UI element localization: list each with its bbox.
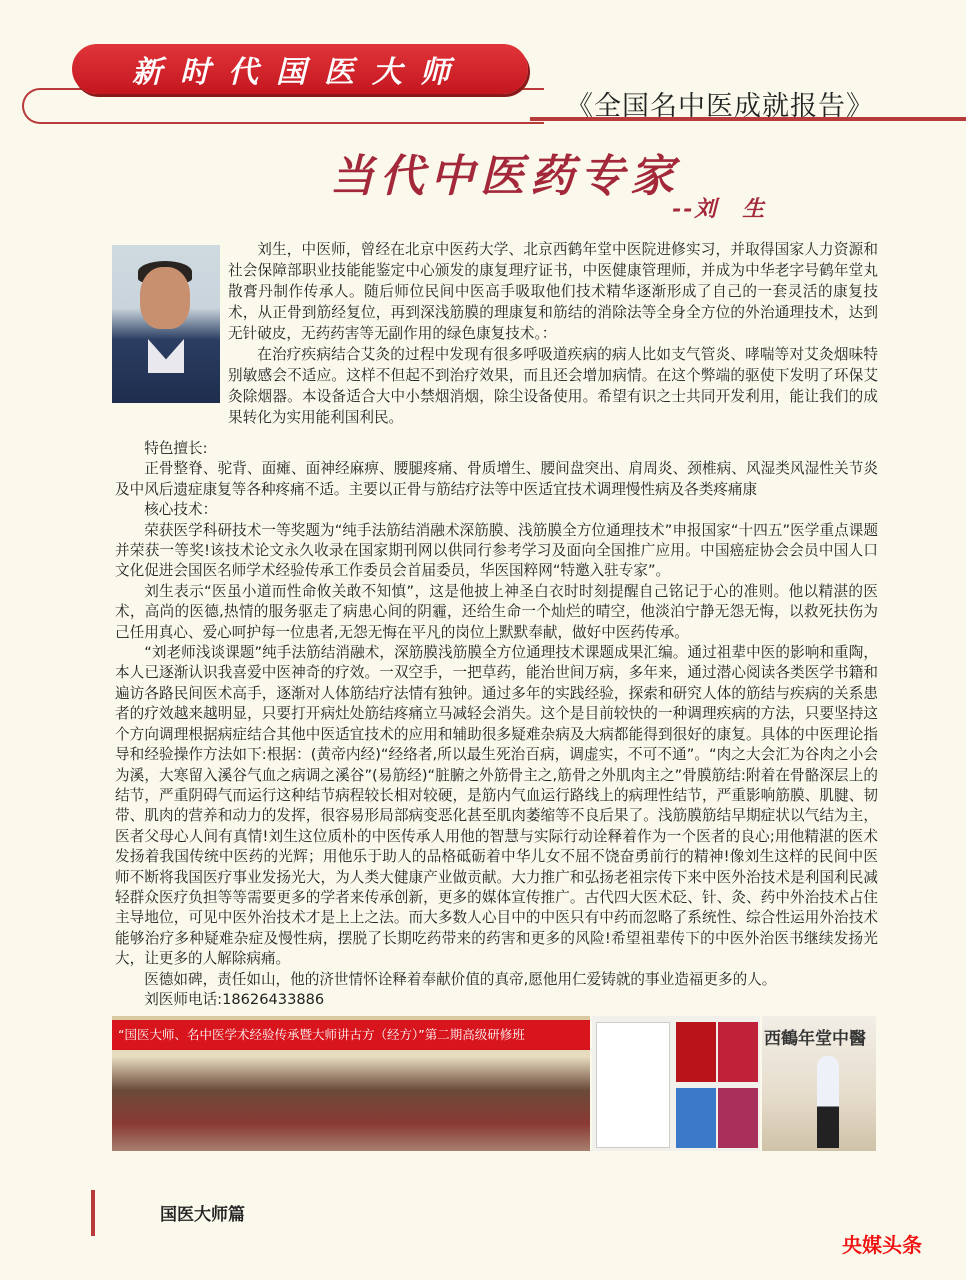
seminar-banner: “国医大师、名中医学术经验传承暨大师讲古方（经方）”第二期高级研修班 [112, 1020, 590, 1050]
patent-certificate [596, 1022, 670, 1148]
specialty-heading: 特色擅长: [144, 440, 208, 457]
phone-line: 刘医师电话:18626433886 [144, 990, 325, 1008]
body-and-photos [112, 439, 878, 1151]
intro-paragraph: 刘生，中医师，曾经在北京中医药大学、北京西鹤年堂中医院进修实习，并取得国家人力资源和社会保障部职业技能能鉴定中心颁发的康复理疗证书，中医健康管理师，并成为中华老字号鹤年堂丸散膏丹制作传承人。随后师位民间中医高手吸取他们技术精华逐渐形成了自己的一套灵活的康复技术，从正骨到筋经复位，再到深浅筋膜的理康复和筋结的消除法等全身全方位的外治通理技术，达到无针破皮，无药药害等无副作用的绿色康复技术。： [228, 241, 878, 342]
certificates-photo [592, 1016, 760, 1151]
section-banner [72, 44, 528, 94]
certificate-blue [676, 1088, 716, 1148]
footer-section-label: 国医大师篇 [160, 1205, 245, 1225]
topic-paragraph: “刘老师浅谈课题”纯手法筋结消融术，深筋膜浅筋膜全方位通理技术课题成果汇编。通过祖辈中医的影响和重陶，本人已逐渐认识我喜爱中医神奇的疗效。一双空手，一把草药，能治世间万病，多年来，通过潜心阅读各类医学书籍和遍访各路民间医术高手，逐渐对人体筋结疗法情有独钟。通过多年的实践经验，探索和研究人体的筋结与疾病的关系患者的疗效越来越明显，只要打开病灶处筋结疼痛立马减轻会消失。这个是目前较快的一种调理疾病的方法，只要坚持这个方向调理根据病症结合其他中医适宜技术的应用和辅助很多疑难杂病及大病都能得到很好的康复。具体的中医理论指导和经验操作方法如下:根据：(黄帝内经)“经络者,所以最生死治百病，调虚实，不可不通”。“肉之大会汇为谷肉之小会为溪，大寒留入溪谷气血之病调之溪谷”(易筋经)“脏腑之外筋骨主之,筋骨之外肌肉主之”骨膜筋结:附着在骨骼深层上的结节，严重阴碍气而运行这种结节病程较长相对较硬，是筋内气血运行路线上的病理性结节，严重影响筋膜、肌腱、韧带、肌肉的营养和动力的发挥，很容易形局部病变恶化甚至肌肉萎缩等不良后果了。浅筋膜筋结早期症状以气结为主，医者父母心人间有真情!刘生这位质朴的中医传承人用他的智慧与实际行动诠释着作为一个医者的良心;用他精湛的医术发扬着我国传统中医药的光辉；用他乐于助人的品格砥砺着中华儿女不屈不饶奋勇前行的精神!像刘生这样的民间中医师不断将我国医疗事业发扬光大，为人类大健康产业做贡献。大力推广和弘扬老祖宗传下来中医外治技术是利国利民减轻群众医疗负担等等需要更多的学者来传承创新，更多的媒体宣传推广。古代四大医术砭、针、灸、药中外治技术占住主导地位，可见中医外治技术才是上上之法。而大多数人心目中的中医只有中药而忽略了系统性、综合性运用外治技术能够治疗多种疑难杂症及慢性病，摆脱了长期吃药带来的药害和更多的风险!希望祖辈传下的中医外治医书继续发扬光大，让更多的人解除病痛。 [115, 644, 878, 968]
photo-strip [112, 1016, 876, 1151]
certificate-purple [718, 1088, 758, 1148]
certificate-red [676, 1022, 716, 1082]
watermark: 央媒头条 [842, 1233, 922, 1257]
section-banner-text: 新时代国医大师 [132, 55, 468, 90]
core-heading: 核心技术： [144, 501, 218, 519]
body-text [115, 439, 878, 1010]
intro-text [228, 239, 878, 428]
portrait-photo [112, 245, 220, 403]
footer-accent-bar [91, 1190, 95, 1236]
clinic-sign: 西鶴年堂中醫 [764, 1029, 866, 1050]
article-byline: --刘 生 [672, 196, 767, 222]
seminar-photo [112, 1016, 590, 1151]
motto-paragraph: 刘生表示“医虽小道而性命攸关敢不知慎”，这是他披上神圣白衣时时刻提醒自己铭记于心的准则。他以精湛的医术，高尚的医德,热情的服务驱走了病患心间的阴霾，还给生命一个灿烂的晴空，他淡泊宁静无怨无悔，以救死扶伤为己任用真心、爱心呵护每一位患者,无怨无悔在平凡的岗位上默默奉献，做好中医药传承。 [115, 582, 878, 641]
closing-paragraph: 医德如碑，责任如山，他的济世情怀诠释着奉献价值的真帝,愿他用仁爱铸就的事业造福更多的人。 [144, 970, 777, 988]
certificate-red [718, 1022, 758, 1082]
article-title: 当代中医药专家 [330, 151, 680, 202]
intro-paragraph: 在治疗疾病结合艾灸的过程中发现有很多呼吸道疾病的病人比如支气管炎、哮喘等对艾灸烟味特别敏感会不适应。这样不但起不到治疗效果，而且还会增加病情。在这个弊端的驱使下发明了环保艾灸除烟器。本设备适合大中小禁烟消烟，除尘设备使用。希望有识之士共同开发利用，能让我们的成果转化为实用能利国利民。 [228, 346, 878, 426]
person-figure [817, 1056, 839, 1148]
specialty-paragraph: 正骨整脊、驼背、面瘫、面神经麻痹、腰腿疼痛、骨质增生、腰间盘突出、肩周炎、颈椎病、风湿类风湿性关节炎及中风后遗症康复等各种疼痛不适。主要以正骨与筋结疗法等中医适宜技术调理慢性病及各类疼痛康 [115, 460, 878, 498]
publication-subtitle: 《全国名中医成就报告》 [566, 91, 874, 122]
core-paragraph: 荣获医学科研技术一等奖题为“纯手法筋结消融术深筋膜、浅筋膜全方位通理技术”申报国家“十四五”医学重点课题并荣获一等奖!该技术论文永久收录在国家期刊网以供同行参考学习及面向全国推广应用。中国癌症协会会员中国人口文化促进会国医名师学术经验传承工作委员会首届委员，华医国粹网“特邀入驻专家”。 [115, 521, 878, 580]
clinic-photo [762, 1016, 876, 1151]
